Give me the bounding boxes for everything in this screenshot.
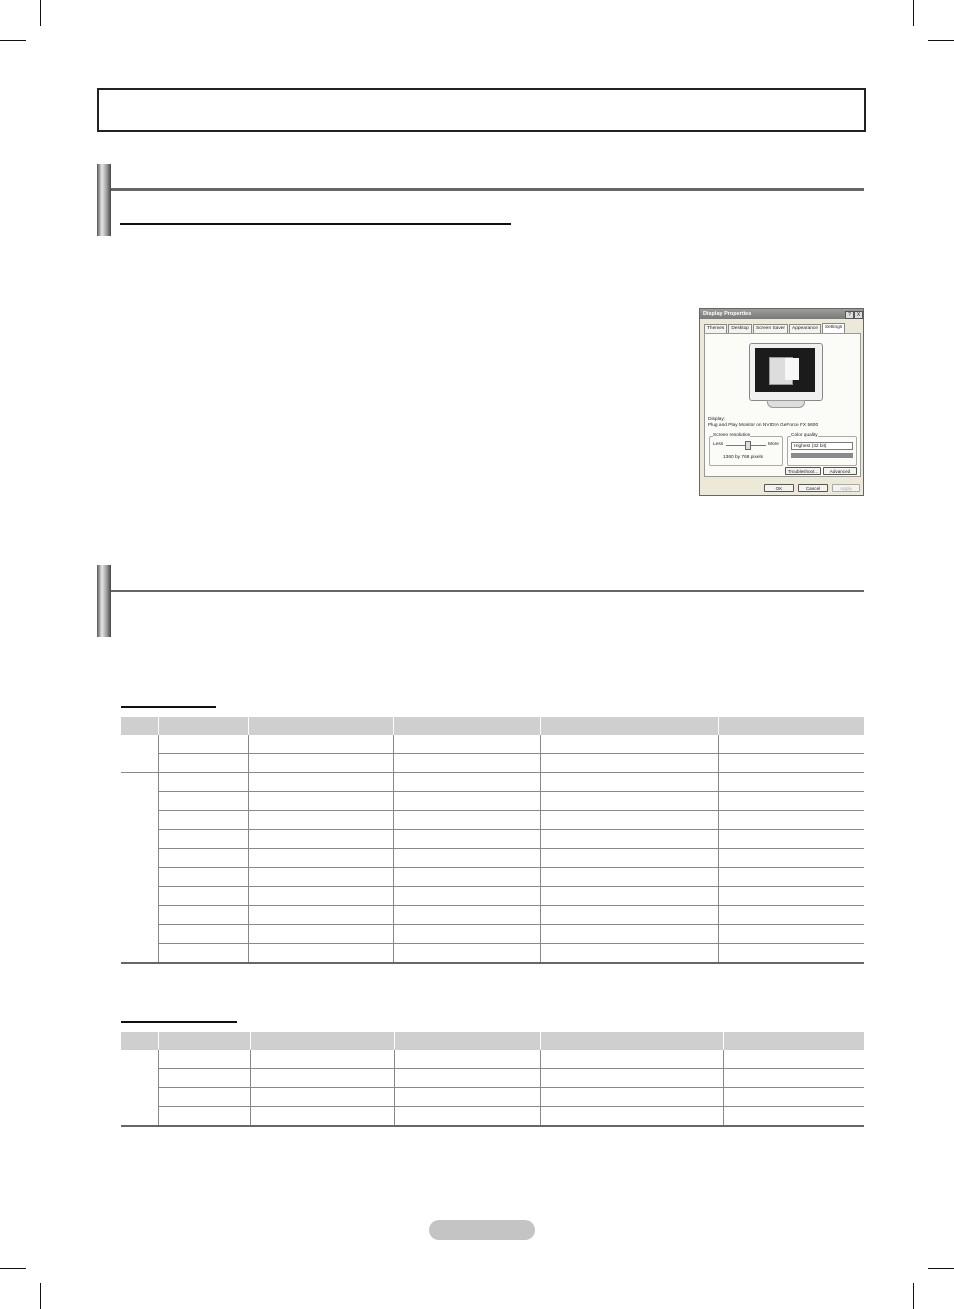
page-number-pill	[429, 1220, 535, 1240]
close-button[interactable]: X	[854, 311, 863, 319]
monitor-stand	[767, 400, 805, 408]
table-row	[121, 906, 864, 925]
apply-button[interactable]: Apply	[832, 484, 860, 492]
advanced-button[interactable]: Advanced	[823, 467, 857, 475]
crop-mark	[928, 40, 954, 41]
tab-appearance[interactable]: Appearance	[789, 324, 821, 333]
tab-themes[interactable]: Themes	[704, 324, 727, 333]
crop-mark	[40, 0, 41, 26]
crop-mark	[0, 40, 26, 41]
section-rule	[111, 188, 864, 191]
mode-table-2	[121, 1032, 864, 1127]
tab-settings[interactable]: Settings	[822, 323, 845, 333]
table-row	[121, 849, 864, 868]
less-label: Less	[713, 442, 724, 447]
resolution-value: 1360 by 768 pixels	[723, 455, 764, 460]
ok-button[interactable]: OK	[764, 484, 794, 492]
resolution-slider-thumb[interactable]	[745, 441, 751, 450]
table-header-row	[121, 1032, 864, 1050]
crop-mark	[913, 1283, 914, 1309]
tab-desktop[interactable]: Desktop	[728, 324, 752, 333]
mode-table-1	[121, 717, 864, 964]
page-title-box	[97, 88, 866, 132]
settings-panel	[704, 333, 861, 477]
table-heading-underline	[121, 706, 216, 708]
more-label: More	[768, 442, 779, 447]
preview-window	[785, 358, 799, 380]
table-row	[121, 925, 864, 944]
table-row	[121, 1069, 864, 1088]
table-header-row	[121, 717, 864, 735]
table-row	[121, 944, 864, 964]
table-row	[121, 754, 864, 773]
table-row	[121, 735, 864, 754]
table-row	[121, 792, 864, 811]
crop-mark	[928, 1268, 954, 1269]
color-quality-group	[787, 433, 857, 466]
color-quality-label: Color quality	[791, 433, 818, 438]
display-value: Plug and Play Monitor on NVIDIA GeForce FX 5600	[708, 423, 819, 428]
tab-screen-saver[interactable]: Screen Saver	[753, 324, 788, 333]
section-marker	[97, 164, 111, 236]
color-quality-select[interactable]: Highest (32 bit)	[791, 442, 853, 450]
crop-mark	[913, 0, 914, 26]
crop-mark	[40, 1283, 41, 1309]
resolution-group-label: Screen resolution	[713, 433, 751, 438]
section-rule	[111, 590, 864, 592]
table-row	[121, 811, 864, 830]
section-marker	[97, 565, 111, 637]
crop-mark	[0, 1268, 26, 1269]
table-row	[121, 1088, 864, 1107]
color-preview-bar	[791, 453, 853, 458]
table-row	[121, 830, 864, 849]
tab-strip	[704, 324, 846, 333]
resolution-group	[709, 433, 783, 466]
cancel-button[interactable]: Cancel	[798, 484, 828, 492]
monitor-screen	[755, 348, 815, 392]
subheading-underline	[120, 223, 511, 225]
dialog-title: Display Properties	[700, 309, 863, 319]
display-label: Display:	[708, 417, 726, 422]
table-row	[121, 887, 864, 906]
table-heading-underline	[121, 1021, 237, 1023]
display-properties-dialog	[699, 308, 864, 496]
table-row	[121, 1050, 864, 1069]
help-button[interactable]: ?	[845, 311, 854, 319]
table-row	[121, 773, 864, 792]
table-row	[121, 1107, 864, 1127]
monitor-preview	[749, 343, 823, 401]
troubleshoot-button[interactable]: Troubleshoot...	[785, 467, 821, 475]
table-row	[121, 868, 864, 887]
